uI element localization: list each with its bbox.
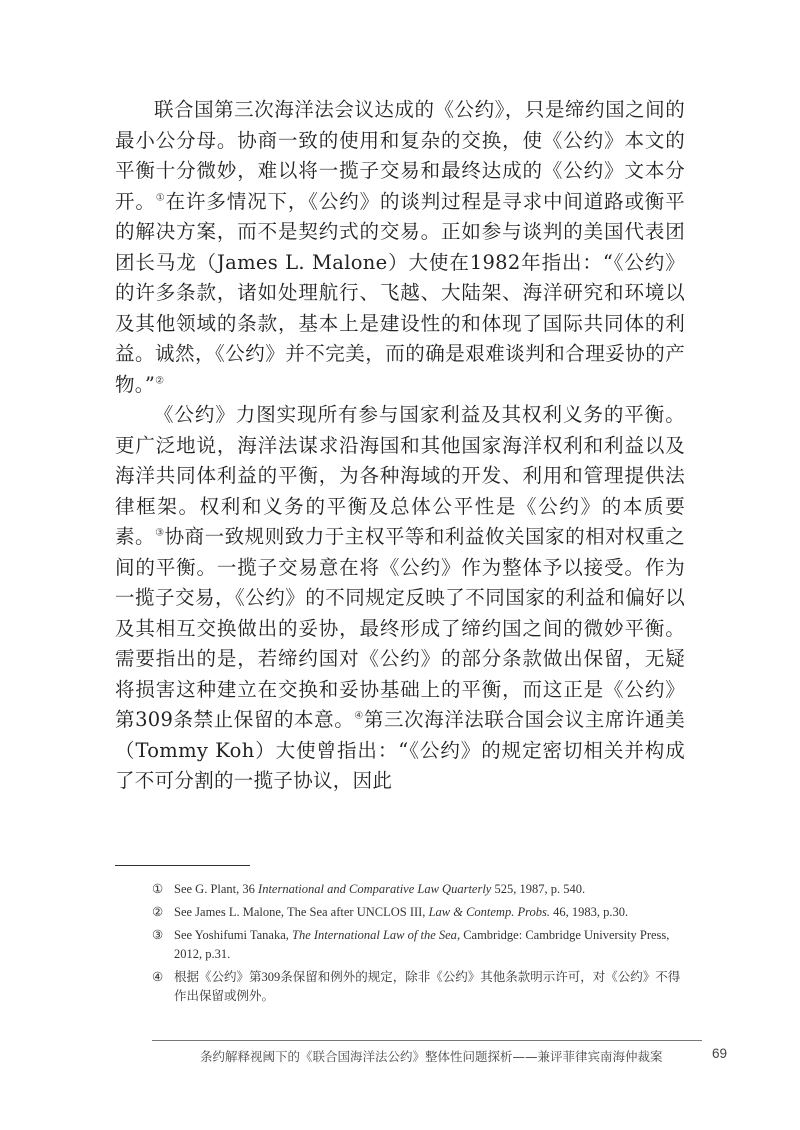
footnote-ref-3[interactable]: ③ <box>155 527 165 539</box>
main-text <box>115 95 685 797</box>
footnote-mark: ① <box>152 882 164 896</box>
footnote: ② See James L. Malone, The Sea after UNCLOS III, Law & Contemp. Probs. 46, 1983, p.30. <box>152 903 687 922</box>
page-number: 69 <box>712 1046 728 1061</box>
footnote: ① See G. Plant, 36 International and Comparative Law Quarterly 525, 1987, p. 540. <box>152 880 687 899</box>
footnotes <box>152 880 687 1010</box>
footnote-mark: ④ <box>152 970 164 984</box>
footnote-separator <box>115 865 250 866</box>
paragraph: 联合国第三次海洋法会议达成的《公约》，只是缔约国之间的最小公分母。协商一致的使用和复杂的交换，使《公约》本文的平衡十分微妙，难以将一揽子交易和最终达成的《公约》文本分开。①在许多情况下，《公约》的谈判过程是寻求中间道路或衡平的解决方案，而不是契约式的交易。正如参与谈判的美国代表团团长马龙（James L. Malone）大使在1982年指出：“《公约》的许多条款，诸如处理航行、飞越、大陆架、海洋研究和环境以及其他领域的条款，基本上是建设性的和体现了国际共同体的利益。诚然，《公约》并不完美，而的确是艰难谈判和合理妥协的产物。”② <box>115 98 685 396</box>
footer-rule <box>152 1040 702 1041</box>
paragraph: 《公约》力图实现所有参与国家利益及其权利义务的平衡。更广泛地说，海洋法谋求沿海国和其他国家海洋权利和利益以及海洋共同体利益的平衡，为各种海域的开发、利用和管理提供法律框架。权利和义务的平衡及总体公平性是《公约》的本质要素。③协商一致规则致力于主权平等和利益攸关国家的相对权重之间的平衡。一揽子交易意在将《公约》作为整体予以接受。作为一揽子交易，《公约》的不同规定反映了不同国家的利益和偏好以及其相互交换做出的妥协，最终形成了缔约国之间的微妙平衡。需要指出的是，若缔约国对《公约》的部分条款做出保留，无疑将损害这种建立在交换和妥协基础上的平衡，而这正是《公约》第309条禁止保留的本意。④第三次海洋法联合国会议主席许通美（Tommy Koh）大使曾指出：“《公约》的规定密切相关并构成了不可分割的一揽子协议，因此 <box>115 403 685 792</box>
running-head: 条约解释视阈下的《联合国海洋法公约》整体性问题探析——兼评菲律宾南海仲裁案 <box>200 1049 663 1064</box>
footnote-mark: ③ <box>152 928 164 942</box>
footnote: ④ 根据《公约》第309条保留和例外的规定，除非《公约》其他条款明示许可，对《公约》不得作出保留或例外。 <box>152 970 681 1003</box>
footnote: ③ See Yoshifumi Tanaka, The International Law of the Sea, Cambridge: Cambridge University Press, 2012, p.31. <box>152 928 670 961</box>
footnote-ref-2[interactable]: ② <box>155 375 165 386</box>
footnote-ref-4[interactable]: ④ <box>354 710 364 722</box>
footnote-mark: ② <box>152 905 164 919</box>
footnote-ref-1[interactable]: ① <box>155 192 166 203</box>
